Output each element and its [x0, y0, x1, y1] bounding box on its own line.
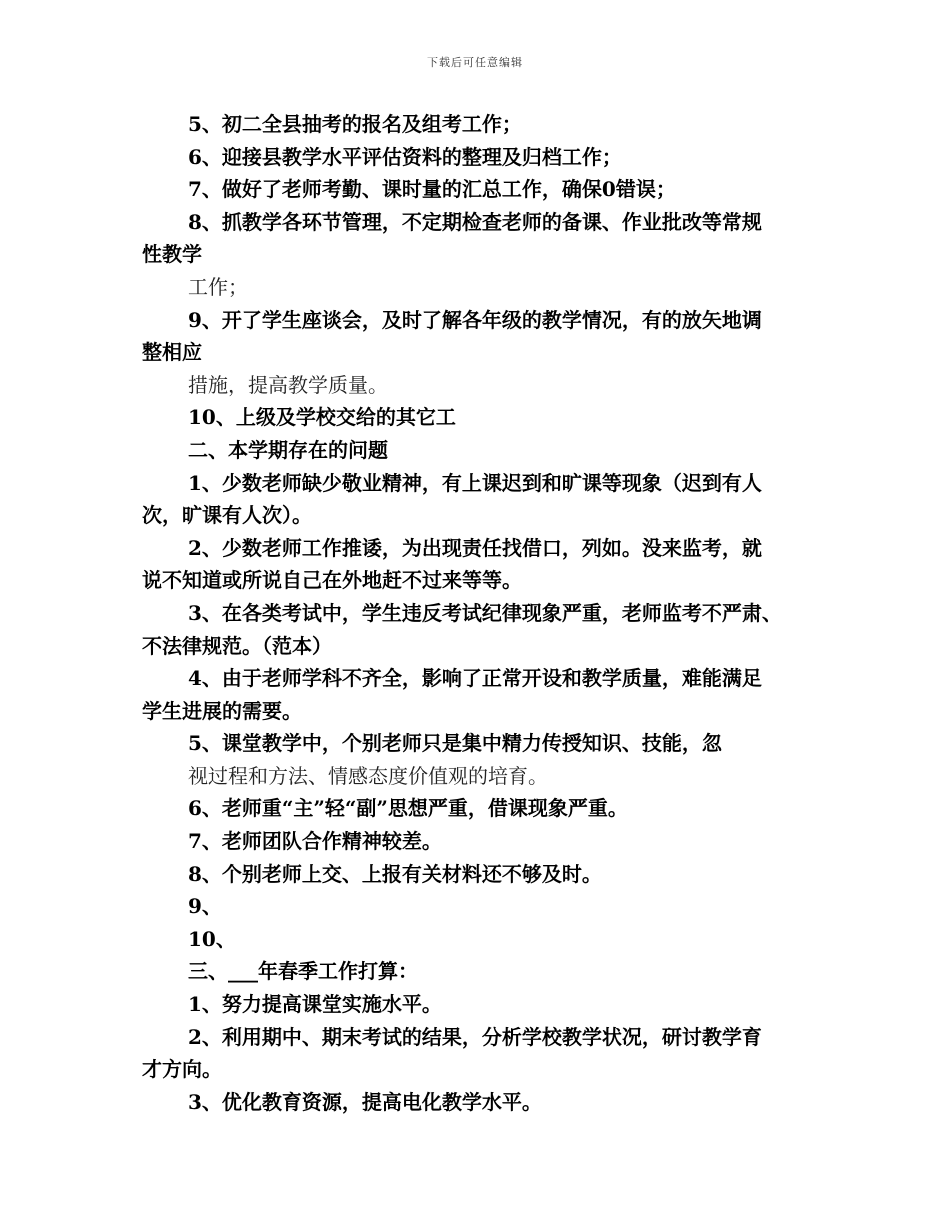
text-line: 4、由于老师学科不齐全，影响了正常开设和教学质量，难能满足	[188, 666, 762, 691]
text-line: 2、利用期中、期末考试的结果，分析学校教学状况，研讨教学育	[188, 1024, 762, 1049]
text-line: 性教学	[142, 242, 202, 267]
text-line: 8、个别老师上交、上报有关材料还不够及时。	[188, 861, 602, 886]
text-line: 8、抓教学各环节管理，不定期检查老师的备课、作业批改等常规	[188, 209, 762, 234]
text-line: 不法律规范。（范本）	[142, 633, 332, 658]
header-note: 下载后可任意编辑	[427, 56, 523, 69]
text-line: 9、	[188, 894, 222, 919]
text-line: 3、优化教育资源，提高电化教学水平。	[188, 1089, 542, 1114]
text-line: 视过程和方法、情感态度价值观的培育。	[188, 763, 548, 788]
text-line: 7、老师团队合作精神较差。	[188, 829, 442, 854]
text-line: 1、努力提高课堂实施水平。	[188, 992, 442, 1017]
text-line: 三、___年春季工作打算：	[188, 959, 418, 984]
text-line: 整相应	[142, 340, 202, 365]
document-body	[142, 108, 832, 1118]
text-line: 9、开了学生座谈会，及时了解各年级的教学情况，有的放矢地调	[188, 307, 762, 332]
text-line: 10、上级及学校交给的其它工	[188, 405, 456, 430]
text-line: 6、老师重“主”轻“副”思想严重，借课现象严重。	[188, 796, 628, 821]
text-line: 5、初二全县抽考的报名及组考工作；	[188, 112, 522, 136]
text-line: 工作；	[188, 274, 248, 299]
text-line: 学生进展的需要。	[142, 698, 302, 723]
text-line: 次，旷课有人次）。	[142, 503, 312, 528]
text-line: 3、在各类考试中，学生违反考试纪律现象严重，老师监考不严肃、	[188, 600, 782, 625]
text-line: 说不知道或所说自己在外地赶不过来等等。	[142, 568, 522, 593]
text-line: 1、少数老师缺少敬业精神，有上课迟到和旷课等现象（迟到有人	[188, 470, 762, 495]
text-line: 措施，提高教学质量。	[188, 372, 388, 397]
text-line: 才方向。	[142, 1057, 222, 1082]
text-line: 6、迎接县教学水平评估资料的整理及归档工作；	[188, 144, 622, 169]
text-line: 二、本学期存在的问题	[188, 437, 388, 462]
text-line: 5、课堂教学中，个别老师只是集中精力传授知识、技能，忽	[188, 731, 722, 756]
text-line: 10、	[188, 926, 236, 951]
text-line: 2、少数老师工作推诿，为出现责任找借口，列如。没来监考，就	[188, 535, 762, 560]
text-line: 7、做好了老师考勤、课时量的汇总工作，确保0错误；	[188, 177, 676, 202]
